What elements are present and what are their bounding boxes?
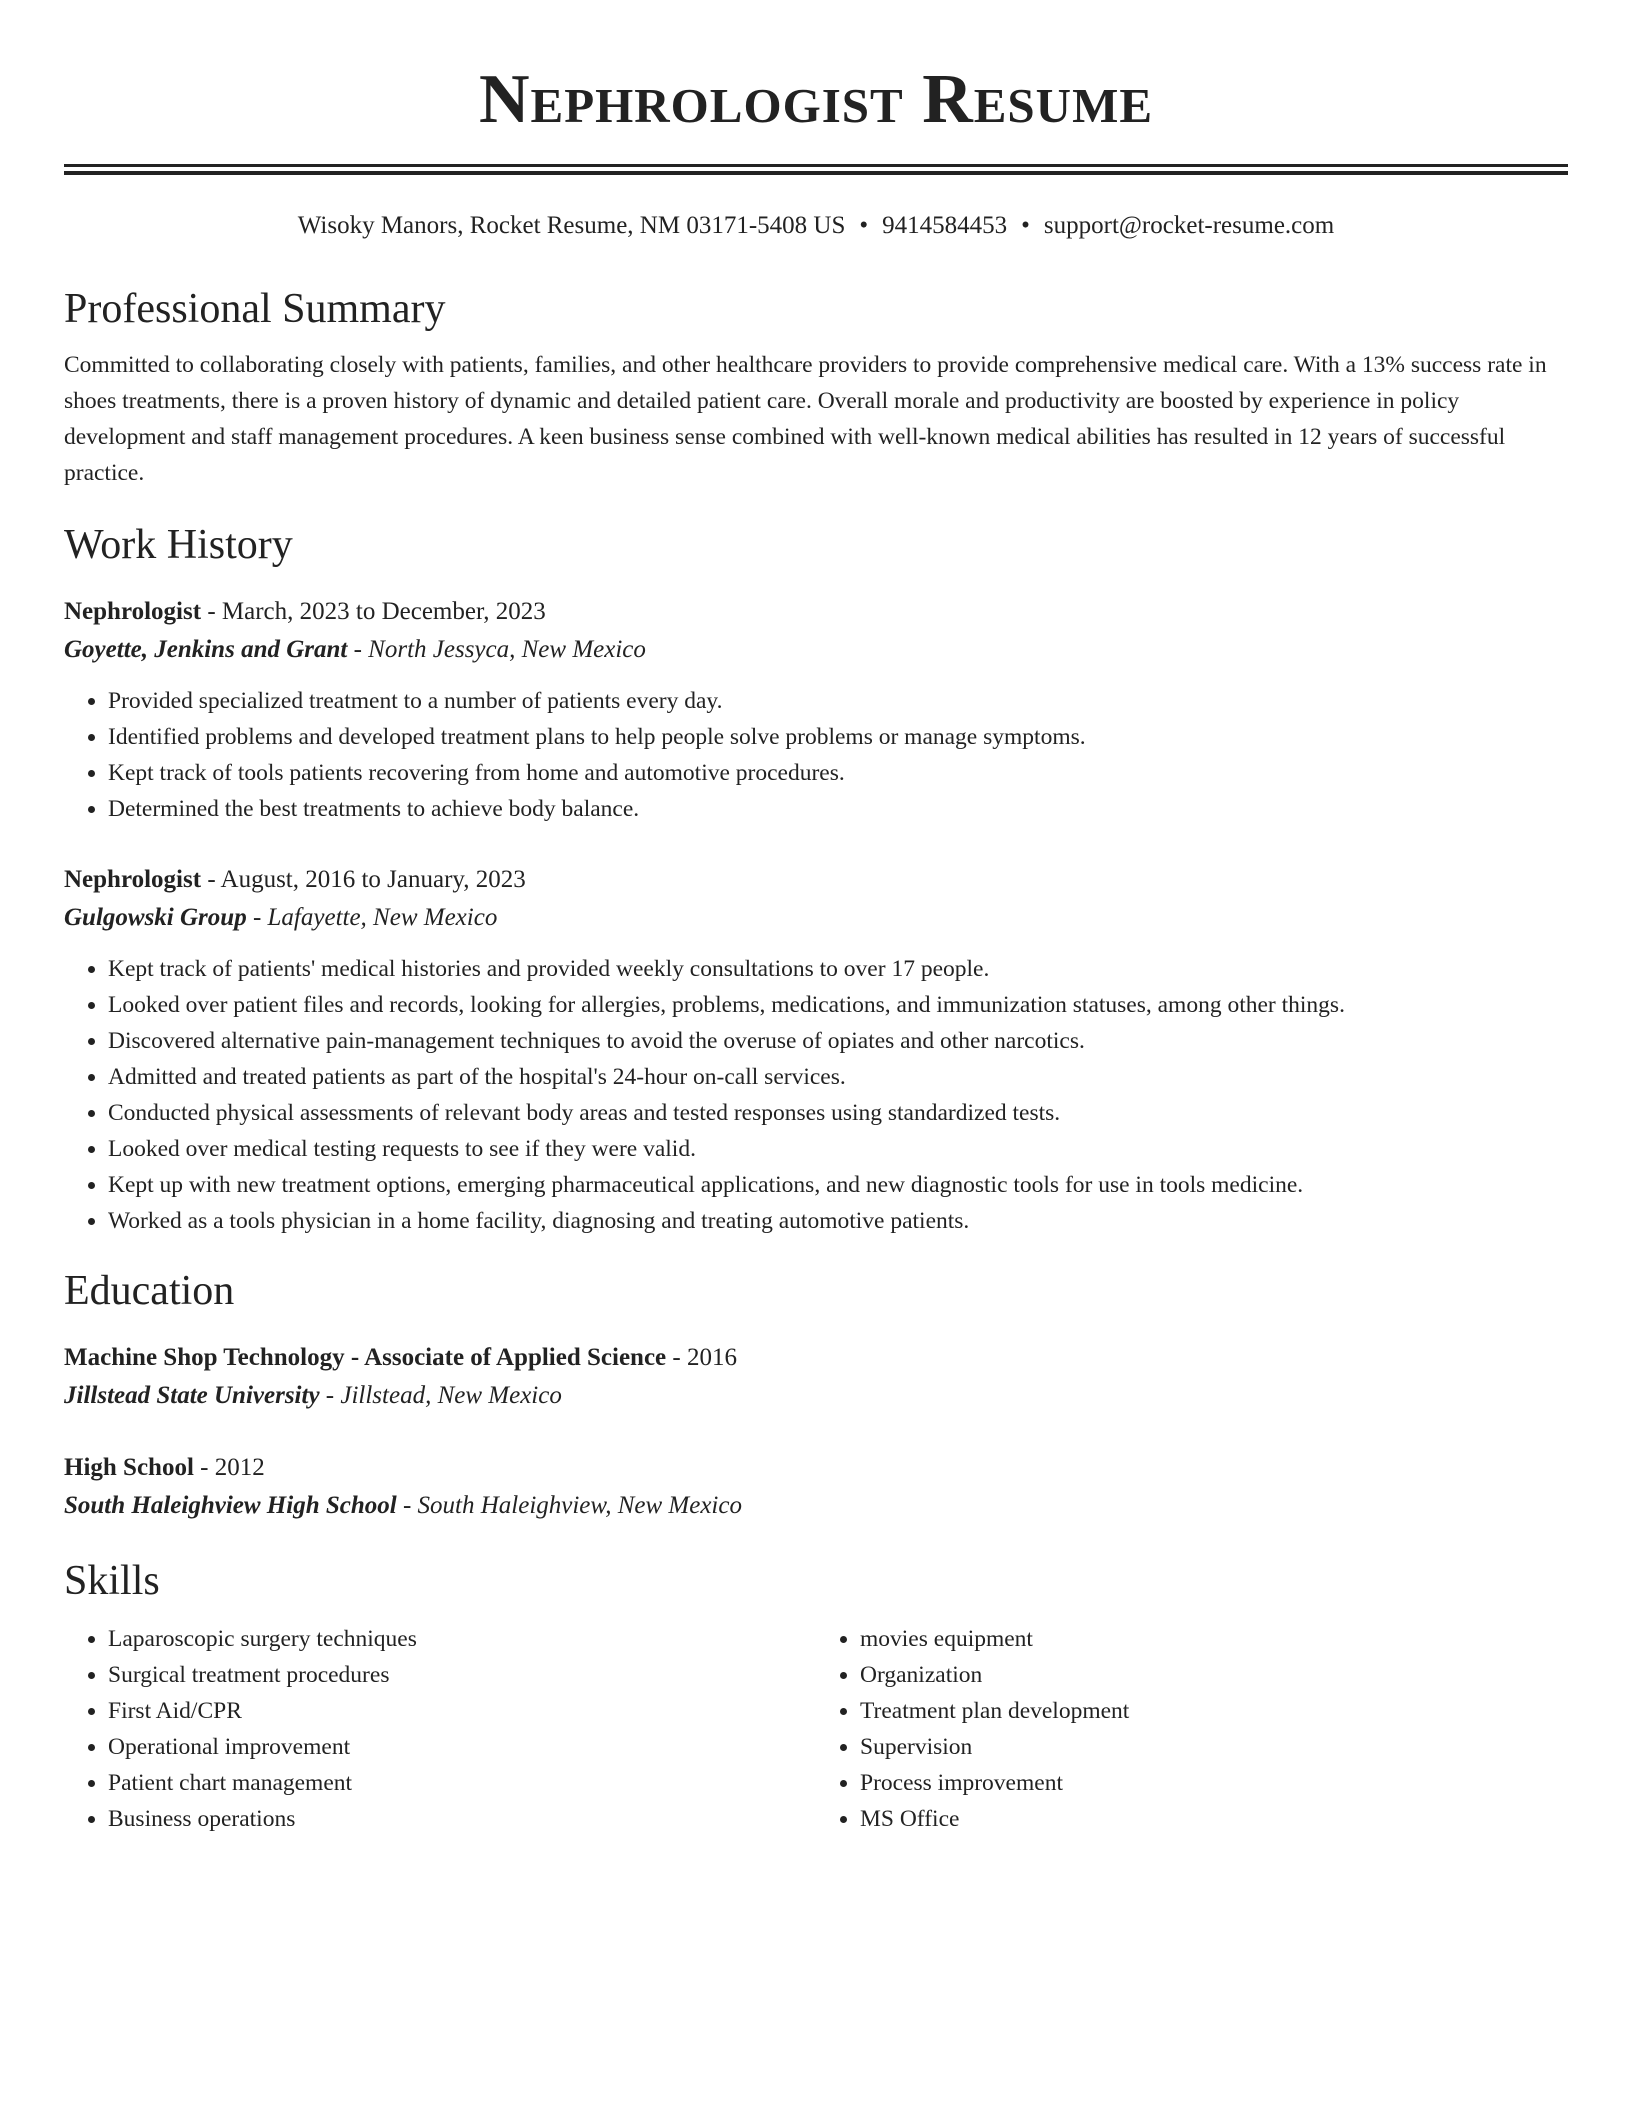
skills-list-left <box>64 1621 816 1837</box>
degree-line <box>64 1339 1568 1377</box>
list-item: • Admitted and treated patients as part of the hospital's 24-hour on-call services. <box>108 1059 1568 1095</box>
job-company: Goyette, Jenkins and Grant <box>64 636 348 663</box>
list-item: • Worked as a tools physician in a home facility, diagnosing and treating automotive patients. <box>108 1203 1568 1239</box>
school-location: - South Haleighview, New Mexico <box>396 1492 742 1519</box>
skills-list-right <box>816 1621 1568 1837</box>
list-item: • Provided specialized treatment to a number of patients every day. <box>108 683 1568 719</box>
degree-name: High School <box>64 1454 194 1481</box>
job-company-line <box>64 631 1568 669</box>
job-title: Nephrologist <box>64 866 202 893</box>
school-line <box>64 1487 1568 1525</box>
list-item: • Patient chart management <box>108 1765 816 1801</box>
list-item: • Surgical treatment procedures <box>108 1657 816 1693</box>
list-item: • Discovered alternative pain-management techniques to avoid the overuse of opiates and other narcotics. <box>108 1023 1568 1059</box>
title-double-rule <box>64 164 1568 175</box>
list-item: • Kept track of patients' medical histories and provided weekly consultations to over 17 people. <box>108 951 1568 987</box>
list-item: • Organization <box>860 1657 1568 1693</box>
section-heading-summary: Professional Summary <box>64 286 446 332</box>
resume-title: Nephrologist Resume <box>479 61 1153 138</box>
degree-year: - 2016 <box>666 1344 737 1371</box>
contact-separator: • <box>1021 212 1030 239</box>
job-location: - Lafayette, New Mexico <box>246 904 498 931</box>
job-dates: - August, 2016 to January, 2023 <box>201 866 526 893</box>
education-entry <box>64 1449 1568 1525</box>
list-item: • First Aid/CPR <box>108 1693 816 1729</box>
job-entry <box>64 861 1568 1239</box>
list-item: • Kept track of tools patients recovering from home and automotive procedures. <box>108 755 1568 791</box>
list-item: • Conducted physical assessments of relevant body areas and tested responses using standardized tests. <box>108 1095 1568 1131</box>
job-entry <box>64 593 1568 827</box>
job-title: Nephrologist <box>64 598 202 625</box>
list-item: • Process improvement <box>860 1765 1568 1801</box>
list-item: • MS Office <box>860 1801 1568 1837</box>
degree-name: Machine Shop Technology - Associate of Applied Science <box>64 1344 667 1371</box>
list-item: • Operational improvement <box>108 1729 816 1765</box>
job-dates: - March, 2023 to December, 2023 <box>201 598 546 625</box>
school-location: - Jillstead, New Mexico <box>319 1382 562 1409</box>
job-company-line <box>64 899 1568 937</box>
degree-year: - 2012 <box>193 1454 265 1481</box>
list-item: • movies equipment <box>860 1621 1568 1657</box>
list-item: • Looked over patient files and records, looking for allergies, problems, medications, and immunization statuses, among other things. <box>108 987 1568 1023</box>
list-item: • Supervision <box>860 1729 1568 1765</box>
list-item: • Laparoscopic surgery techniques <box>108 1621 816 1657</box>
list-item: • Kept up with new treatment options, emerging pharmaceutical applications, and new diagnostic tools for use in tools medicine. <box>108 1167 1568 1203</box>
section-heading-work-history: Work History <box>64 522 293 568</box>
school-name: Jillstead State University <box>64 1382 320 1409</box>
contact-email: support@rocket-resume.com <box>1043 212 1335 239</box>
skills-columns <box>64 1621 1568 1837</box>
list-item: • Treatment plan development <box>860 1693 1568 1729</box>
list-item: • Determined the best treatments to achieve body balance. <box>108 791 1568 827</box>
degree-line <box>64 1449 1568 1487</box>
contact-phone: 9414584453 <box>882 212 1008 239</box>
list-item: • Business operations <box>108 1801 816 1837</box>
contact-line <box>64 209 1568 243</box>
contact-address: Wisoky Manors, Rocket Resume, NM 03171-5408 US <box>297 212 846 239</box>
contact-separator: • <box>859 212 869 239</box>
list-item: • Looked over medical testing requests to see if they were valid. <box>108 1131 1568 1167</box>
school-line <box>64 1377 1568 1415</box>
job-bullets <box>64 683 1568 827</box>
summary-text: Committed to collaborating closely with patients, families, and other healthcare providers to provide comprehensive medical care. With a 13% success rate in shoes treatments, there is a proven history of dynamic and detailed patient care. Overall morale and productivity are boosted by experience in policy development and staff management procedures. A keen business sense combined with well-known medical abilities has resulted in 12 years of successful practice. <box>64 352 1547 486</box>
job-title-line <box>64 593 1568 631</box>
school-name: South Haleighview High School <box>64 1492 397 1519</box>
section-heading-skills: Skills <box>64 1558 160 1604</box>
job-company: Gulgowski Group <box>64 904 247 931</box>
job-title-line <box>64 861 1568 899</box>
job-bullets <box>64 951 1568 1239</box>
job-location: - North Jessyca, New Mexico <box>347 636 646 663</box>
section-heading-education: Education <box>64 1268 235 1314</box>
education-entry <box>64 1339 1568 1415</box>
list-item: • Identified problems and developed treatment plans to help people solve problems or manage symptoms. <box>108 719 1568 755</box>
